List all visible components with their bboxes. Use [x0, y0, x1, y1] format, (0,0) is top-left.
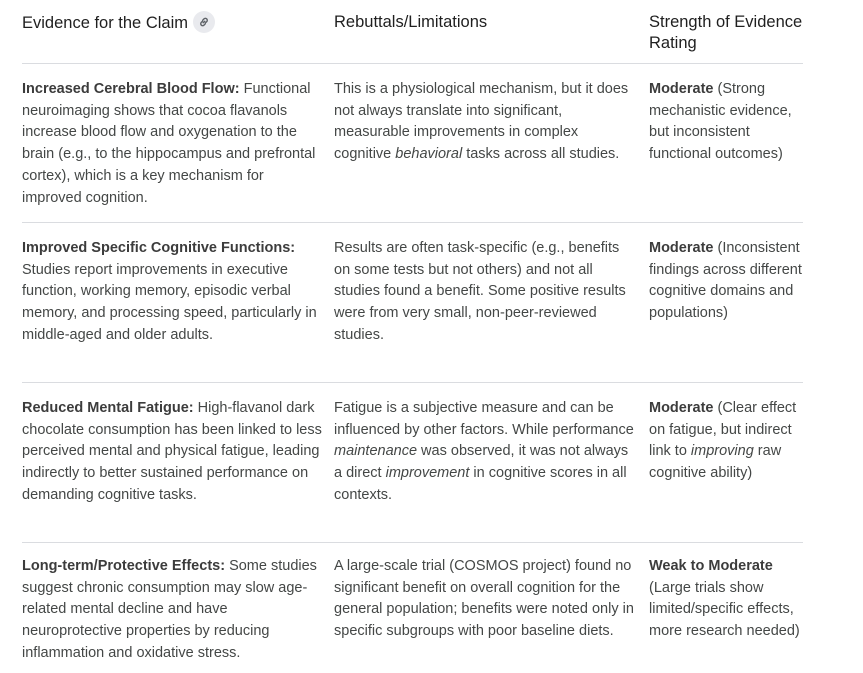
header-evidence — [22, 12, 334, 63]
rebuttal-cell: A large-scale trial (COSMOS project) found no significant benefit on overall cognition for the general population; benefits were noted only in specific subgroups with poor baseline diets. — [334, 558, 634, 640]
link-icon[interactable] — [193, 11, 215, 33]
evidence-cell: Reduced Mental Fatigue: High-flavanol dark chocolate consumption has been linked to less perceived mental and physical fatigue, leading indirectly to better sustained performance on demanding cognitive tasks. — [22, 400, 322, 503]
rebuttal-cell: Results are often task-specific (e.g., benefits on some tests but not others) and not all studies found a benefit. Some positive results were from very small, non-peer-reviewed studies. — [334, 240, 626, 343]
evidence-table — [22, 0, 803, 673]
evidence-cell: Improved Specific Cognitive Functions: Studies report improvements in executive function, working memory, episodic verbal memory, and processing speed, particularly in middle-aged and older adults. — [22, 240, 317, 343]
table-header — [22, 0, 803, 64]
rebuttal-cell: Fatigue is a subjective measure and can be influenced by other factors. While performance maintenance was observed, it was not always a direct improvement in cognitive scores in all contexts. — [334, 400, 634, 503]
rating-cell: Weak to Moderate (Large trials show limited/specific effects, more research needed) — [649, 558, 800, 640]
rating-cell: Moderate (Clear effect on fatigue, but indirect link to improving raw cognitive ability) — [649, 400, 797, 482]
header-evidence-label: Evidence for the Claim — [22, 14, 188, 32]
table-row — [22, 383, 803, 543]
rating-cell: Moderate (Strong mechanistic evidence, but inconsistent functional outcomes) — [649, 81, 792, 163]
evidence-cell: Increased Cerebral Blood Flow: Functional neuroimaging shows that cocoa flavanols increase blood flow and oxygenation to the brain (e.g., to the hippocampus and prefrontal cortex), which is a key mechanism for improved cognition. — [22, 81, 316, 206]
table-row — [22, 64, 803, 223]
table-row — [22, 223, 803, 383]
header-rebuttals: Rebuttals/Limitations — [334, 13, 488, 31]
evidence-cell: Long-term/Protective Effects: Some studies suggest chronic consumption may slow age-related mental decline and have neuroprotective properties by reducing inflammation and oxidative stress. — [22, 558, 317, 661]
rating-cell: Moderate (Inconsistent findings across different cognitive domains and populations) — [649, 240, 802, 322]
header-strength: Strength of Evidence Rating — [649, 13, 803, 52]
table-row — [22, 543, 803, 673]
rebuttal-cell: This is a physiological mechanism, but it does not always translate into significant, measurable improvements in complex cognitive behavioral tasks across all studies. — [334, 81, 629, 163]
